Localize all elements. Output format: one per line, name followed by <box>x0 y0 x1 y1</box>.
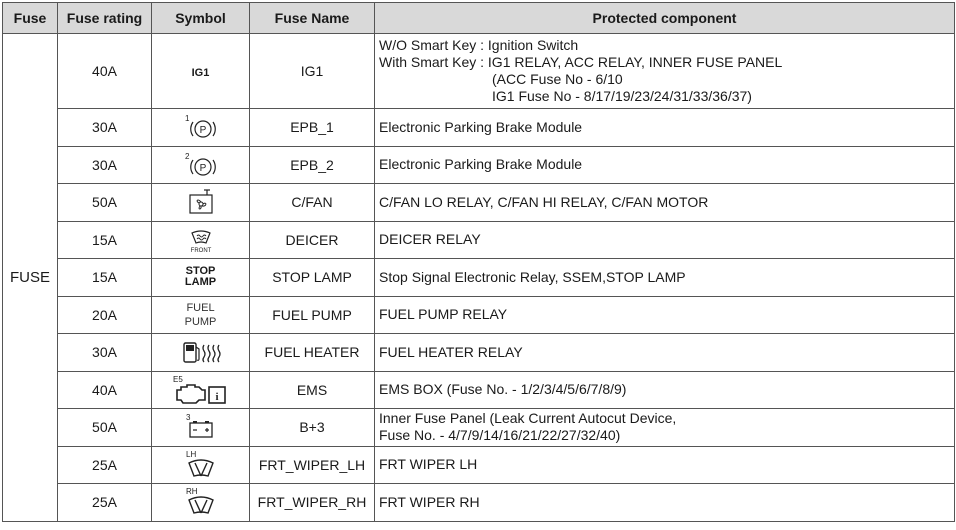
fuse-name: EPB_1 <box>250 109 375 147</box>
table-row <box>3 446 955 484</box>
parking-brake-icon <box>181 112 221 142</box>
engine-info-icon <box>169 374 233 406</box>
fuse-rating: 15A <box>58 221 152 259</box>
table-row <box>3 334 955 372</box>
protected-component <box>375 409 955 447</box>
protected-component: DEICER RELAY <box>375 221 955 259</box>
parking-brake-icon <box>181 150 221 180</box>
symbol-cell <box>152 296 250 334</box>
header-symbol: Symbol <box>152 3 250 34</box>
fuse-rating: 50A <box>58 409 152 447</box>
table-row <box>3 109 955 147</box>
header-fuse-name: Fuse Name <box>250 3 375 34</box>
symbol-cell <box>152 334 250 372</box>
symbol-cell <box>152 146 250 184</box>
table-row <box>3 146 955 184</box>
svg-text:2: 2 <box>184 151 189 161</box>
fuse-rating: 30A <box>58 109 152 147</box>
fuse-rating: 15A <box>58 259 152 297</box>
protected-component: FRT WIPER RH <box>375 484 955 522</box>
symbol-cell <box>152 184 250 222</box>
fuse-group-label: FUSE <box>3 34 58 522</box>
protected-component: Electronic Parking Brake Module <box>375 109 955 147</box>
table-row <box>3 259 955 297</box>
fuse-rating: 25A <box>58 484 152 522</box>
fuse-rating: 20A <box>58 296 152 334</box>
fuse-name: EMS <box>250 371 375 409</box>
svg-text:P: P <box>199 162 206 174</box>
ig1-symbol: IG1 <box>191 67 210 79</box>
svg-text:1: 1 <box>184 114 189 124</box>
front-deicer-icon <box>183 225 219 255</box>
svg-text:FRONT: FRONT <box>190 247 211 254</box>
symbol-cell <box>152 446 250 484</box>
component-line: (ACC Fuse No - 6/10 <box>492 71 623 87</box>
table-row <box>3 371 955 409</box>
svg-text:LH: LH <box>185 449 196 459</box>
fuse-rating: 25A <box>58 446 152 484</box>
symbol-cell <box>152 221 250 259</box>
protected-component: C/FAN LO RELAY, C/FAN HI RELAY, C/FAN MOTOR <box>375 184 955 222</box>
symbol-cell <box>152 109 250 147</box>
header-fuse-rating: Fuse rating <box>58 3 152 34</box>
symbol-cell <box>152 371 250 409</box>
fuse-name: STOP LAMP <box>250 259 375 297</box>
table-row <box>3 484 955 522</box>
component-line: With Smart Key : IG1 RELAY, ACC RELAY, INNER FUSE PANEL <box>379 54 783 70</box>
fuse-name: B+3 <box>250 409 375 447</box>
fuse-name: DEICER <box>250 221 375 259</box>
symbol-cell <box>152 259 250 297</box>
svg-text:P: P <box>199 125 206 137</box>
symbol-cell <box>152 34 250 109</box>
symbol-cell <box>152 409 250 447</box>
symbol-line: LAMP <box>184 276 217 289</box>
svg-text:3: 3 <box>185 413 190 423</box>
table-row <box>3 34 955 109</box>
fuel-pump-symbol <box>185 301 217 329</box>
fuse-name: FUEL PUMP <box>250 296 375 334</box>
table-row <box>3 221 955 259</box>
symbol-cell <box>152 484 250 522</box>
protected-component: Electronic Parking Brake Module <box>375 146 955 184</box>
protected-component: FUEL PUMP RELAY <box>375 296 955 334</box>
protected-component <box>375 34 955 109</box>
fuse-table <box>2 2 955 522</box>
protected-component: EMS BOX (Fuse No. - 1/2/3/4/5/6/7/8/9) <box>375 371 955 409</box>
component-line: IG1 Fuse No - 8/17/19/23/24/31/33/36/37) <box>492 88 752 104</box>
battery-icon <box>181 412 221 442</box>
cooling-fan-icon <box>183 187 219 217</box>
fuse-rating: 50A <box>58 184 152 222</box>
fuse-name: FUEL HEATER <box>250 334 375 372</box>
svg-text:E5: E5 <box>172 374 183 384</box>
component-line: Inner Fuse Panel (Leak Current Autocut Device, <box>379 410 677 427</box>
protected-component: FUEL HEATER RELAY <box>375 334 955 372</box>
fuel-heater-icon <box>179 337 223 367</box>
wiper-icon <box>181 486 221 518</box>
symbol-line: STOP <box>185 265 216 278</box>
component-line: Fuse No. - 4/7/9/14/16/21/22/27/32/40) <box>379 427 621 444</box>
table-row <box>3 184 955 222</box>
table-row <box>3 296 955 334</box>
fuse-name: EPB_2 <box>250 146 375 184</box>
component-line: W/O Smart Key : Ignition Switch <box>379 37 579 53</box>
fuse-name: FRT_WIPER_RH <box>250 484 375 522</box>
fuse-rating: 30A <box>58 334 152 372</box>
protected-component: Stop Signal Electronic Relay, SSEM,STOP LAMP <box>375 259 955 297</box>
fuse-name: IG1 <box>250 34 375 109</box>
header-protected-component: Protected component <box>375 3 955 34</box>
header-fuse: Fuse <box>3 3 58 34</box>
fuse-rating: 40A <box>58 371 152 409</box>
fuse-rating: 40A <box>58 34 152 109</box>
header-row <box>3 3 955 34</box>
svg-text:RH: RH <box>185 487 198 497</box>
fuse-name: C/FAN <box>250 184 375 222</box>
table-row <box>3 409 955 447</box>
wiper-icon <box>181 449 221 481</box>
fuse-rating: 30A <box>58 146 152 184</box>
symbol-line: FUEL <box>186 301 215 314</box>
fuse-name: FRT_WIPER_LH <box>250 446 375 484</box>
symbol-line: PUMP <box>184 315 217 328</box>
stop-lamp-symbol <box>185 266 216 288</box>
protected-component: FRT WIPER LH <box>375 446 955 484</box>
svg-text:i: i <box>214 390 219 403</box>
